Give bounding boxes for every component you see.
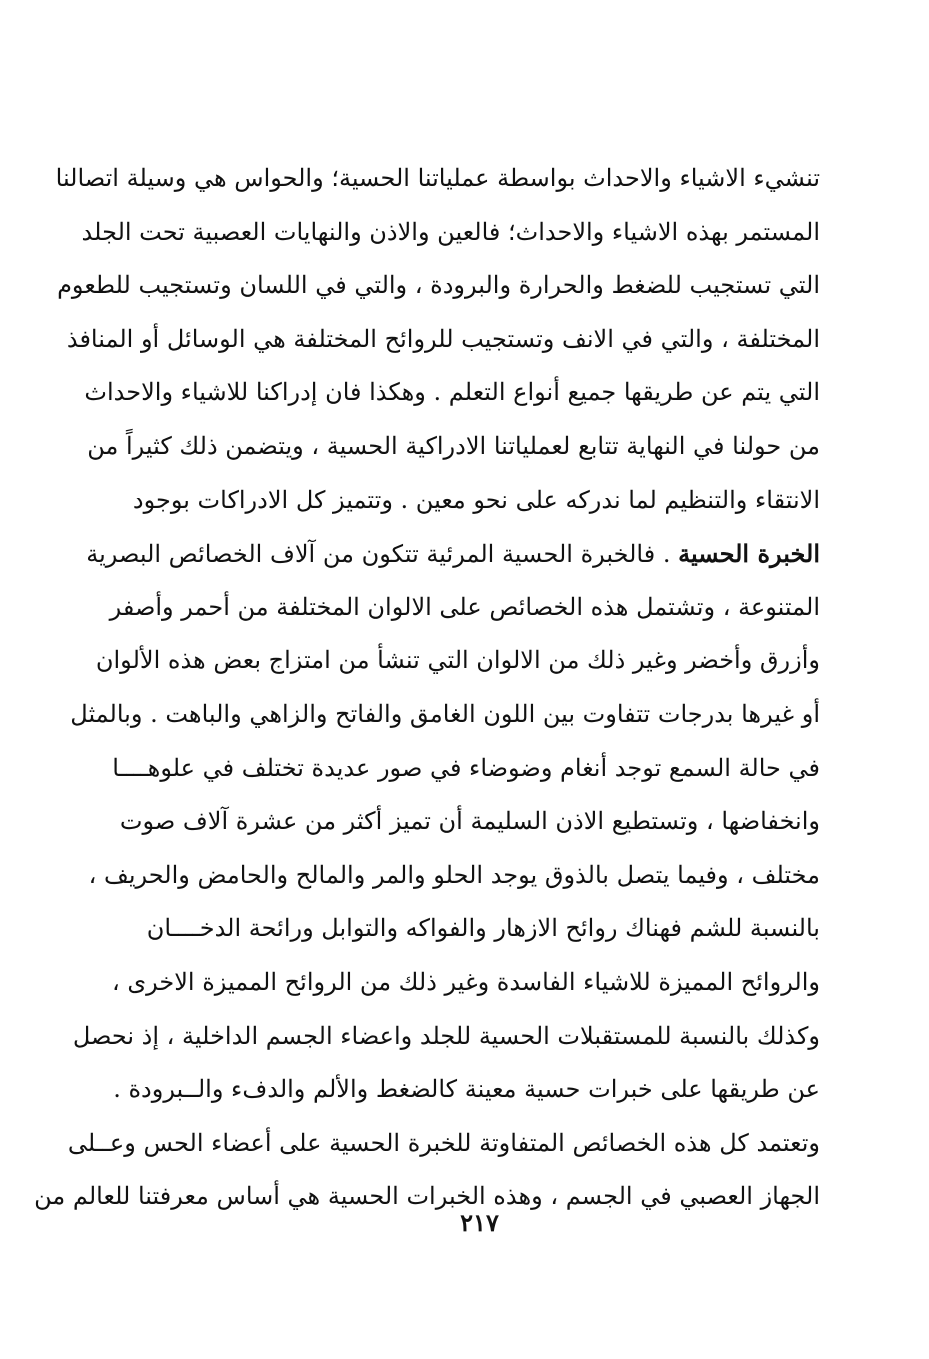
text-line-16: والروائح المميزة للاشياء الفاسدة وغير ذلك من الروائح المميزة الاخرى ، [112, 967, 820, 996]
body-text [34, 152, 820, 1224]
text-line-8 [86, 527, 820, 581]
text-line-20: الجهاز العصبي في الجسم ، وهذه الخبرات الحسية هي أساس معرفتنا للعالم من [34, 1182, 820, 1211]
text-line-12: في حالة السمع توجد أنغام وضوضاء في صور عديدة تختلف في علوهــــا [112, 753, 820, 782]
text-line-10: وأزرق وأخضر وغير ذلك من الالوان التي تنشأ من امتزاج بعض هذه الألوان [95, 646, 820, 675]
text-line-6: من حولنا في النهاية تتابع لعملياتنا الادراكية الحسية ، ويتضمن ذلك كثيراً من [87, 431, 820, 460]
text-line-19: وتعتمد كل هذه الخصائص المتفاوتة للخبرة الحسية على أعضاء الحس وعــلى [67, 1128, 820, 1157]
text-line-4: المختلفة ، والتي في الانف وتستجيب للروائح المختلفة هي الوسائل أو المنافذ [66, 324, 820, 353]
text-line-5: التي يتم عن طريقها جميع أنواع التعلم . وهكذا فان إدراكنا للاشياء والاحداث [84, 378, 820, 407]
text-line-8-rest: . فالخبرة الحسية المرئية تتكون من آلاف الخصائص البصرية [86, 540, 679, 569]
text-line-7: الانتقاء والتنظيم لما ندركه على نحو معين . وتتميز كل الادراكات بوجود [132, 485, 820, 514]
text-line-3: التي تستجيب للضغط والحرارة والبرودة ، والتي في اللسان وتستجيب للطعوم [57, 271, 820, 300]
text-line-9: المتنوعة ، وتشتمل هذه الخصائص على الالوان المختلفة من أحمر وأصفر [109, 592, 820, 621]
bold-term: الخبرة الحسية [678, 539, 820, 569]
text-line-18: عن طريقها على خبرات حسية معينة كالضغط والألم والدفء والــبرودة . [113, 1075, 820, 1104]
text-line-15: بالنسبة للشم فهناك روائح الازهار والفواكه والتوابل ورائحة الدخــــان [146, 914, 820, 943]
page-number: ٢١٧ [460, 1208, 499, 1237]
text-line-14: مختلف ، وفيما يتصل بالذوق يوجد الحلو والمر والمالح والحامض والحريف ، [88, 860, 820, 889]
text-line-13: وانخفاضها ، وتستطيع الاذن السليمة أن تميز أكثر من عشرة آلاف صوت [119, 807, 820, 836]
text-line-2: المستمر بهذه الاشياء والاحداث؛ فالعين والاذن والنهايات العصبية تحت الجلد [81, 217, 820, 246]
text-line-17: وكذلك بالنسبة للمستقبلات الحسية للجلد واعضاء الجسم الداخلية ، إذ نحصل [72, 1021, 820, 1050]
text-line-11: أو غيرها بدرجات تتفاوت بين اللون الغامق والفاتح والزاهي والباهت . وبالمثل [70, 699, 820, 728]
text-line-1: تنشيء الاشياء والاحداث بواسطة عملياتنا الحسية؛ والحواس هي وسيلة اتصالنا [55, 164, 820, 192]
